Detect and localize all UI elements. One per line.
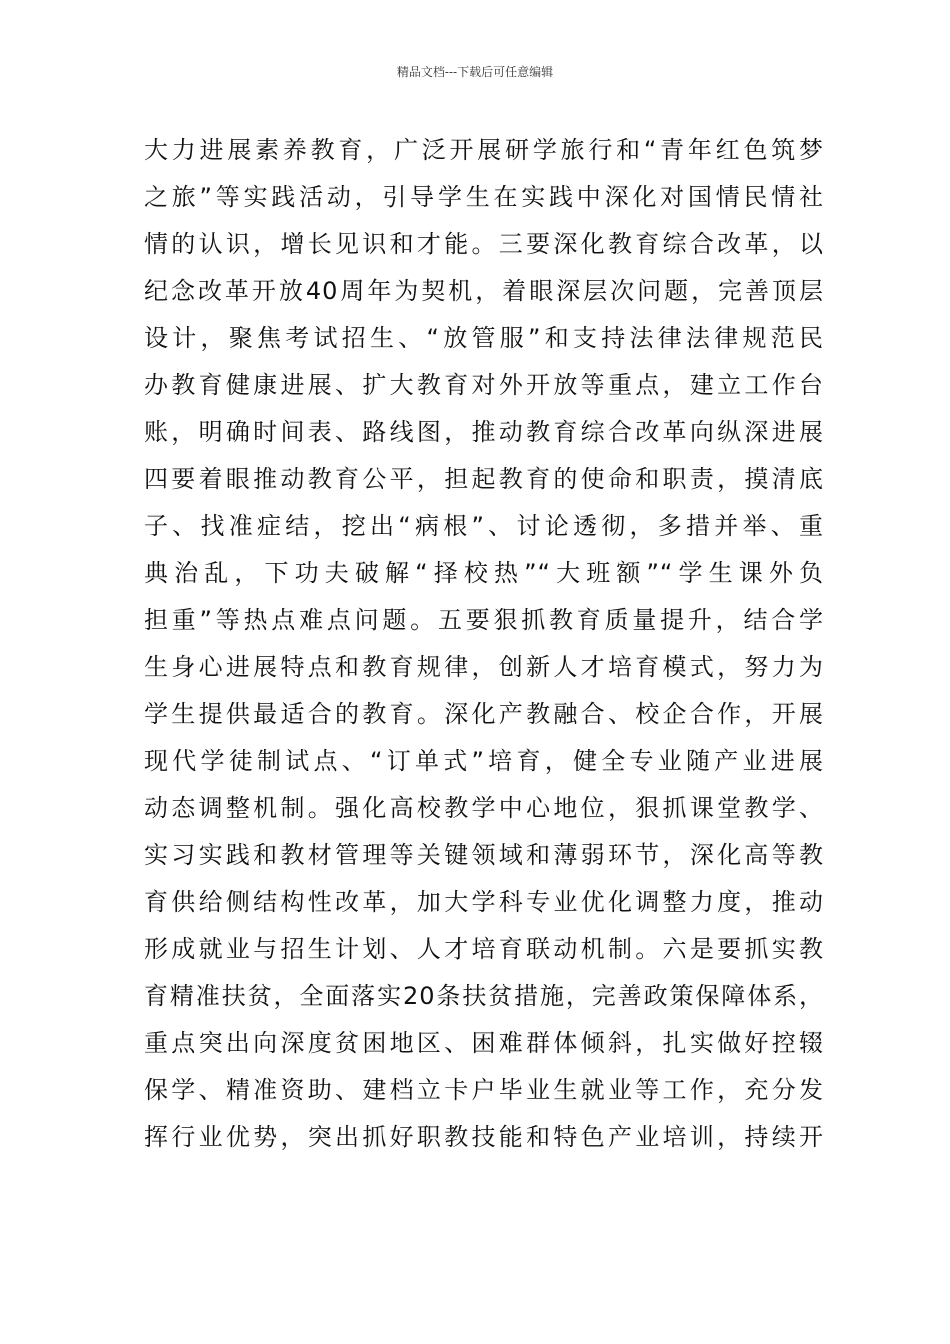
- text-line: 学生提供最适合的教育。深化产教融合、校企合作，开展: [144, 700, 824, 728]
- text-line: 账，明确时间表、路线图，推动教育综合改革向纵深进展: [144, 418, 824, 446]
- text-line: 生身心进展特点和教育规律，创新人才培育模式，努力为: [144, 653, 824, 681]
- text-line: 子、找准症结，挖出“病根”、讨论透彻，多措并举、重: [144, 512, 824, 540]
- text-line: 四要着眼推动教育公平，担起教育的使命和职责，摸清底: [144, 465, 824, 493]
- text-line: 育供给侧结构性改革，加大学科专业优化调整力度，推动: [144, 888, 824, 916]
- text-line: 纪念改革开放40周年为契机，着眼深层次问题，完善顶层: [144, 277, 824, 305]
- body-text: [144, 127, 824, 1161]
- text-line: 形成就业与招生计划、人才培育联动机制。六是要抓实教: [144, 935, 824, 963]
- text-line: 实习实践和教材管理等关键领域和薄弱环节，深化高等教: [144, 841, 824, 869]
- text-line: 情的认识，增长见识和才能。三要深化教育综合改革，以: [144, 230, 824, 258]
- text-line: 之旅”等实践活动，引导学生在实践中深化对国情民情社: [144, 183, 824, 211]
- text-line: 重点突出向深度贫困地区、困难群体倾斜，扎实做好控辍: [144, 1029, 824, 1057]
- text-line: 担重”等热点难点问题。五要狠抓教育质量提升，结合学: [144, 606, 824, 634]
- text-line: 挥行业优势，突出抓好职教技能和特色产业培训，持续开: [144, 1123, 824, 1151]
- text-line: 典治乱，下功夫破解“择校热”“大班额”“学生课外负: [144, 559, 824, 587]
- text-line: 设计，聚焦考试招生、“放管服”和支持法律法律规范民: [144, 324, 824, 352]
- page-header: 精品文档---下载后可任意编辑: [396, 65, 554, 79]
- text-line: 大力进展素养教育，广泛开展研学旅行和“青年红色筑梦: [144, 136, 824, 164]
- text-line: 保学、精准资助、建档立卡户毕业生就业等工作，充分发: [144, 1076, 824, 1104]
- text-line: 现代学徒制试点、“订单式”培育，健全专业随产业进展: [144, 747, 824, 775]
- text-line: 育精准扶贫，全面落实20条扶贫措施，完善政策保障体系，: [144, 982, 824, 1010]
- text-line: 办教育健康进展、扩大教育对外开放等重点，建立工作台: [144, 371, 824, 399]
- text-line: 动态调整机制。强化高校教学中心地位，狠抓课堂教学、: [144, 794, 824, 822]
